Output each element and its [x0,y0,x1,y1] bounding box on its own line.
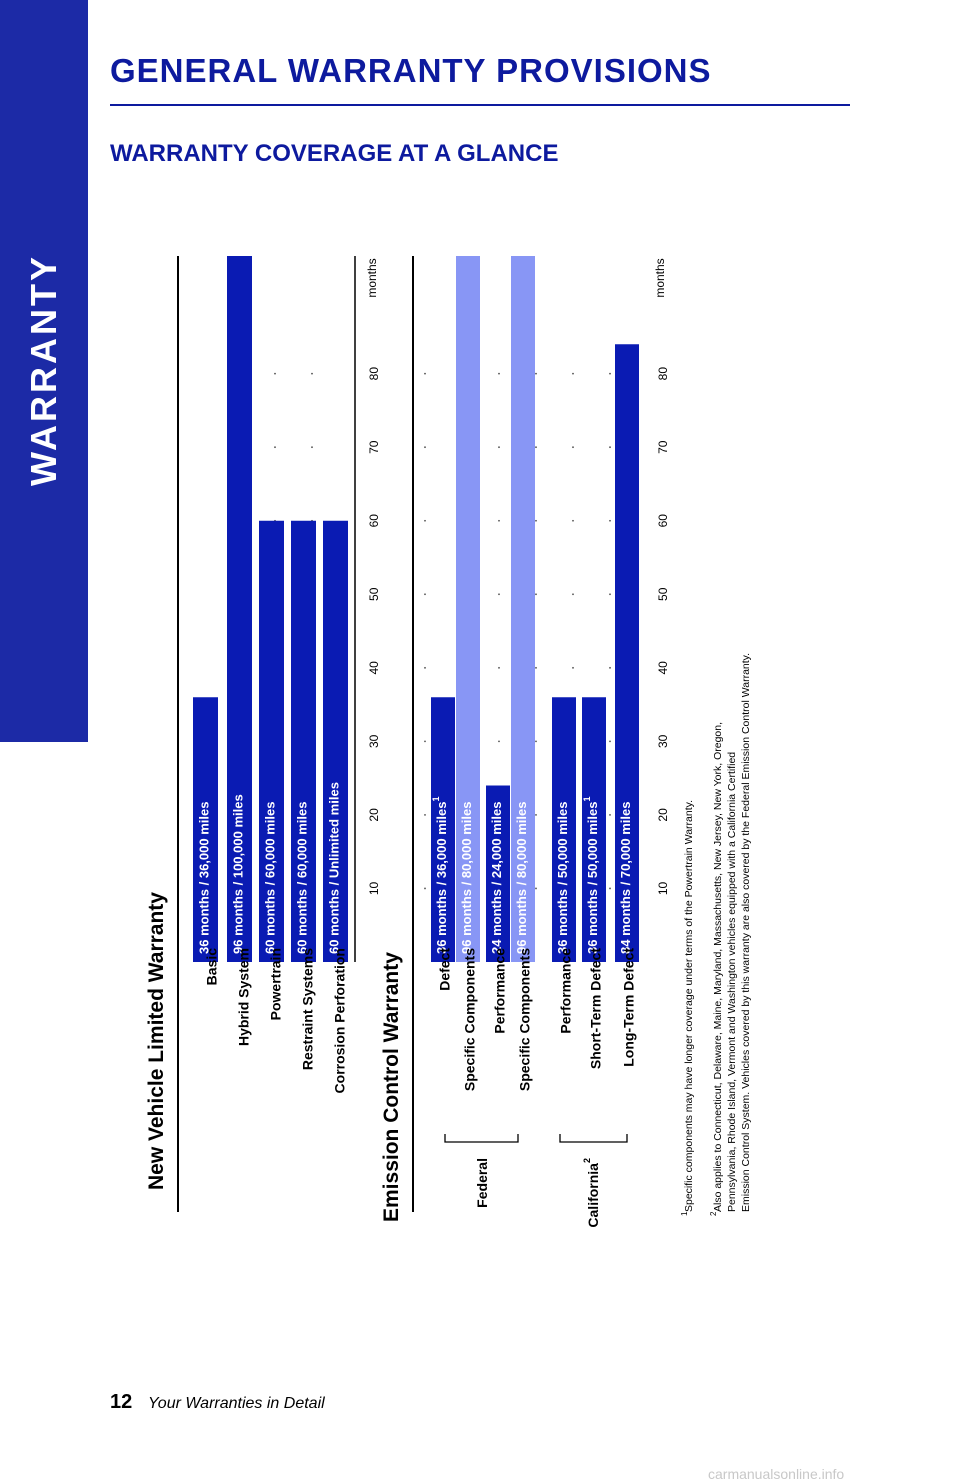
footnote-text: Specific components may have longer coverage under terms of the Powertrain Warranty. [682,799,695,1212]
tick-label-text: 40 [656,661,671,675]
grid-dot [274,373,276,375]
tick-label-text: 30 [367,734,382,749]
axis-unit-text: months [653,258,668,298]
grid-dot [498,593,500,595]
category-label-text: Corrosion Perforation [331,948,348,1094]
tick-label [656,587,670,601]
grid-dot [498,740,500,742]
group-label [474,1158,490,1208]
bar-label-text: 36 months / 36,000 miles$^1$ [431,796,450,954]
category-label-text: Performance [557,948,574,1034]
tick-label [656,734,670,748]
grid-dot [424,520,426,522]
bar-label [555,802,570,954]
category-label [558,948,574,1034]
tick-label-text: 60 [367,514,382,528]
footnote-line [740,653,752,1212]
group-label [582,1158,600,1228]
footnote-text: Also applies to Connecticut, Delaware, Maine, Maryland, Massachusetts, New Jersey, New York, Oregon, [711,721,724,1212]
page-subtitle: WARRANTY COVERAGE AT A GLANCE [110,140,559,167]
axis-unit [653,258,667,297]
bar-label [197,802,212,954]
chart-title-text: New Vehicle Limited Warranty [145,892,168,1190]
tick-label [367,661,381,675]
grid-dot [498,373,500,375]
grid-dot [572,593,574,595]
tick-label [656,367,670,381]
category-label [462,948,478,1091]
grid-dot [535,446,537,448]
category-label-text: Performance [491,948,508,1034]
bar-label [431,797,449,954]
chart-title [145,892,168,1190]
bar-label-text: 24 months / 24,000 miles [489,801,505,954]
axis-unit-text: months [365,258,380,298]
category-label-text: Specific Components [461,948,478,1092]
footnote-marker [680,1211,689,1216]
bar-label-text: 96 months / 80,000 miles [514,801,530,954]
category-label-text: Powertrain [267,948,284,1021]
grid-dot [498,667,500,669]
bar-label [231,794,246,954]
tick-label-text: 70 [656,440,671,454]
tick-label [367,367,381,381]
bar-label [459,802,474,954]
footer-title: Your Warranties in Detail [148,1395,325,1412]
tick-label-text: 10 [367,881,382,896]
category-label [236,948,252,1046]
grid-dot [572,667,574,669]
category-label [621,948,637,1067]
grid-dot [535,888,537,890]
grid-dot [424,667,426,669]
grid-dot [609,740,611,742]
tick-label [367,734,381,748]
grid-dot [572,446,574,448]
group-bracket [445,1134,518,1142]
grid-dot [535,593,537,595]
category-label [588,948,604,1069]
bar-label [582,797,600,954]
category-label [492,948,508,1034]
grid-dot [535,814,537,816]
grid-dot [424,888,426,890]
axis-unit [365,258,379,297]
bar-label-text: 60 months / 60,000 miles [294,801,310,954]
chart-title-text: Emission Control Warranty [380,952,403,1222]
tick-label-text: 40 [367,661,382,675]
sidebar-label: WARRANTY [23,254,64,486]
category-label-text: Specific Components [516,948,533,1092]
tick-label [656,514,670,528]
page-number: 12 [110,1391,133,1413]
bar-label [327,782,342,954]
grid-dot [535,740,537,742]
grid-dot [498,520,500,522]
grid-dot [535,667,537,669]
tick-label [656,661,670,675]
grid-dot [274,446,276,448]
bar-label-text: 96 months / 100,000 miles [230,794,246,954]
footnote-marker-text: 2 [709,1211,719,1216]
footnote-text: Pennsylvania, Rhode Island, Vermont and Washington vehicles equipped with a California Certified [725,751,738,1212]
grid-dot [609,888,611,890]
tick-label-text: 50 [656,587,671,601]
grid-dot [609,814,611,816]
bar-label-text: 84 months / 70,000 miles [618,801,634,954]
tick-label-text: 20 [656,808,671,822]
tick-label-text: 10 [656,881,671,896]
category-label-text: Short-Term Defect [587,948,604,1070]
bar-label-text: 60 months / 60,000 miles [262,801,278,954]
grid-dot [311,373,313,375]
tick-label-text: 80 [656,366,671,381]
group-bracket [560,1134,627,1142]
tick-label-text: 80 [367,366,382,381]
tick-label-text: 50 [367,587,382,601]
tick-label [367,514,381,528]
grid-dot [424,740,426,742]
category-label [204,948,220,986]
grid-dot [424,373,426,375]
footnote-line [726,752,738,1212]
category-label-text: Basic [203,948,220,986]
grid-dot [498,446,500,448]
watermark: carmanualsonline.info [708,1466,845,1482]
category-label-text: Defect [436,948,453,991]
tick-label [367,440,381,454]
group-label-text: Federal [473,1158,490,1208]
category-label-text: Long-Term Defect [620,948,637,1067]
grid-dot [572,373,574,375]
grid-dot [424,446,426,448]
category-label [437,948,453,991]
footnote-text: Emission Control System. Vehicles covered by this warranty are also covered by the Federal Emission Control Warranty. [739,652,752,1212]
footnote-line [683,800,695,1212]
tick-label [367,881,381,895]
category-label [517,948,533,1091]
bar-label [489,802,504,954]
page-title: GENERAL WARRANTY PROVISIONS [110,52,712,89]
tick-label [656,808,670,822]
tick-label [367,808,381,822]
category-label [300,948,316,1070]
grid-dot [609,373,611,375]
category-label-text: Hybrid System [235,948,252,1047]
grid-dot [609,520,611,522]
grid-dot [535,373,537,375]
category-label [332,948,348,1093]
footnote-marker [709,1211,718,1216]
grid-dot [609,446,611,448]
bar-label-text: 36 months / 50,000 miles$^1$ [582,796,601,954]
bar-label-text: 96 months / 80,000 miles [459,801,475,954]
bar-label-text: 36 months / 36,000 miles [196,801,212,954]
grid-dot [572,520,574,522]
category-label [268,948,284,1020]
footnote-marker-text: 1 [680,1211,690,1216]
tick-label-text: 30 [656,734,671,749]
category-label-text: Restraint Systems [299,948,316,1071]
tick-label-text: 20 [367,808,382,822]
footnote-line [712,722,724,1212]
tick-label-text: 60 [656,514,671,528]
chart-title [380,952,403,1222]
tick-label [656,881,670,895]
tick-label [367,587,381,601]
bar-label [263,802,278,954]
grid-dot [535,520,537,522]
bar-label-text: 60 months / Unlimited miles [326,782,342,954]
bar-label [618,802,633,954]
tick-label-text: 70 [367,440,382,454]
grid-dot [424,814,426,816]
bar-label-text: 36 months / 50,000 miles [555,801,571,954]
grid-dot [424,593,426,595]
grid-dot [609,667,611,669]
group-label-text: California$^2$ [582,1158,601,1228]
bar-label [514,802,529,954]
grid-dot [609,593,611,595]
tick-label [656,440,670,454]
grid-dot [311,446,313,448]
bar-label [295,802,310,954]
